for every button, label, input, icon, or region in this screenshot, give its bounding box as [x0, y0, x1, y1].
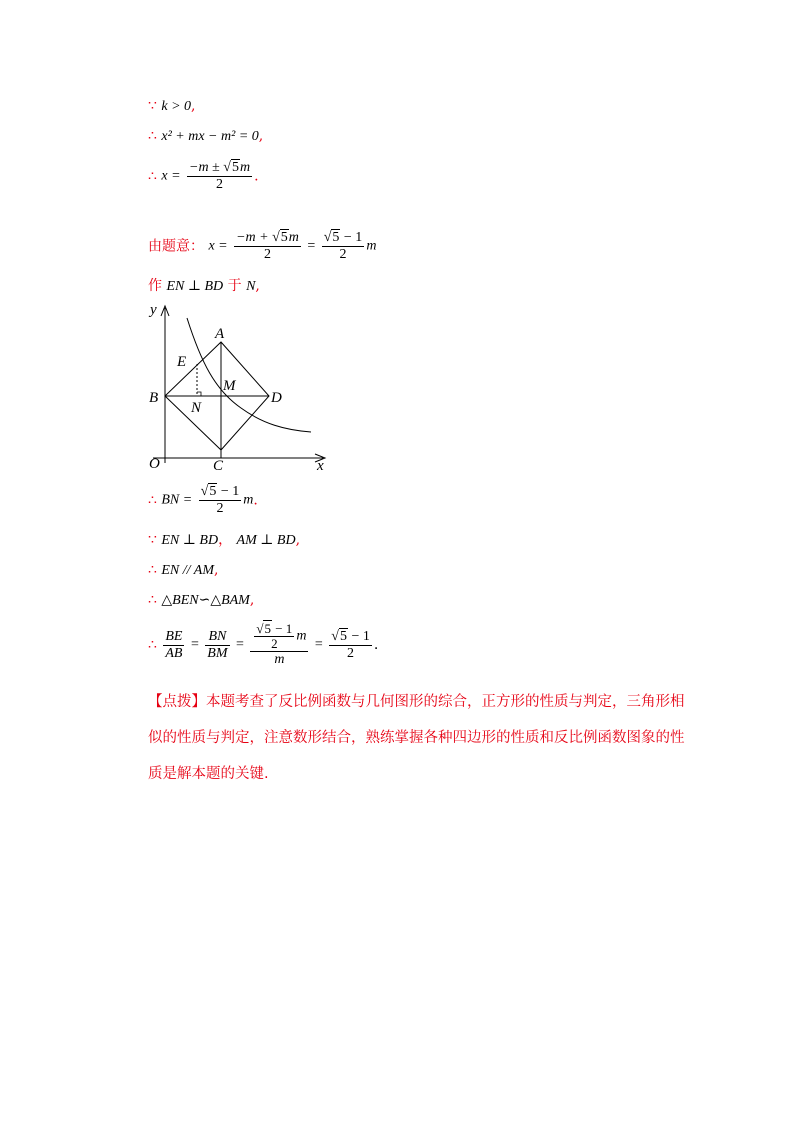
therefore-symbol: ∴ [148, 128, 157, 144]
fraction-numerator-tail: m [239, 160, 251, 175]
step-separator: ， [218, 532, 233, 548]
step-bn [148, 484, 258, 517]
hyperbola-curve [187, 318, 311, 432]
step-expression: EN ⊥ BD [166, 279, 224, 294]
geometry-figure [145, 298, 345, 474]
point-n-label: N [246, 279, 256, 294]
step-punct: , [258, 128, 264, 144]
step-choose-root [148, 230, 376, 263]
fraction-numerator: −m ± [189, 160, 224, 175]
equals-sign: = [314, 637, 323, 652]
root-fraction: $\frac{-m + √5m}{2}$ [236, 230, 299, 262]
construct-label: 作 [148, 278, 162, 294]
step-parallel [148, 560, 218, 581]
fraction-numerator: BE [165, 628, 183, 644]
step-roots [148, 160, 259, 193]
label-a: A [215, 326, 225, 342]
ratio-bn-bm [205, 629, 229, 662]
radicand: 5 [209, 484, 217, 499]
fraction-numerator-tail: m [288, 230, 299, 245]
at-label: 于 [227, 278, 242, 294]
variable-m: m [296, 628, 307, 644]
step-punct: , [214, 562, 219, 578]
variable-m: m [366, 238, 377, 254]
radicand: 5 [339, 628, 347, 644]
tip-paragraph: 【点拨】本题考查了反比例函数与几何图形的综合，正方形的性质与判定，三角形相似的性质与判定，注意数形结合，熟练掌握各种四边形的性质和反比例函数图象的性质是解本题的关键. [148, 694, 685, 782]
step-lhs: x = [208, 238, 228, 254]
compound-fraction [250, 622, 308, 668]
step-k-positive [148, 96, 196, 117]
therefore-symbol: ∴ [148, 168, 157, 185]
because-symbol: ∵ [148, 532, 157, 548]
label-o: O [149, 456, 160, 472]
label-x: x [317, 458, 324, 474]
step-lhs: x = [161, 168, 181, 184]
step-expression: x² + mx − m² = 0 [161, 129, 259, 144]
because-symbol: ∵ [148, 98, 157, 114]
label-e: E [177, 354, 187, 370]
step-punct: , [295, 532, 301, 548]
step-punct: , [249, 592, 255, 608]
by-the-problem-label: 由题意： [148, 238, 204, 255]
step-punct: . [373, 637, 379, 653]
step-expression: EN // AM [161, 563, 215, 578]
fraction-denominator: AB [165, 645, 183, 661]
fraction-numerator-tail: − 1 [271, 621, 293, 636]
radicand: 5 [280, 230, 288, 245]
label-y: y [150, 302, 157, 318]
step-punct: , [191, 98, 196, 114]
fraction-denominator: 2 [271, 636, 278, 651]
fraction-denominator: m [274, 652, 285, 667]
result-fraction: $\frac{√5 - 1}{2}$ [331, 628, 370, 661]
fraction-denominator: 2 [339, 247, 347, 262]
right-angle-mark [197, 392, 201, 396]
label-d: D [271, 390, 282, 406]
step-quadratic [148, 126, 263, 147]
label-m: M [223, 378, 236, 394]
therefore-symbol: ∴ [148, 562, 157, 578]
fraction-numerator-tail: − 1 [347, 628, 370, 644]
fraction-numerator-tail: − 1 [340, 230, 363, 245]
step-punct: . [253, 492, 258, 509]
radicand: 5 [231, 160, 239, 175]
equals-sign: = [235, 637, 244, 652]
radicand: 5 [264, 621, 271, 636]
step-expression: k > 0 [161, 99, 192, 114]
therefore-symbol: ∴ [148, 592, 157, 608]
fraction-denominator: 2 [216, 177, 224, 192]
fraction-denominator: BM [207, 645, 228, 661]
step-perpendiculars [148, 530, 300, 551]
variable-m: m [243, 492, 254, 508]
label-b: B [149, 390, 159, 406]
therefore-symbol: ∴ [148, 492, 157, 509]
label-n: N [191, 400, 202, 416]
equals-sign: = [307, 238, 316, 254]
step-ratio [148, 622, 378, 668]
fraction-numerator-tail: − 1 [217, 484, 240, 499]
step-punct: . [254, 168, 259, 185]
step-expression: △BEN∽△BAM [161, 593, 250, 608]
radicand: 5 [332, 230, 340, 245]
equals-sign: = [190, 637, 199, 652]
step-expression: AM ⊥ BD [236, 533, 296, 548]
roots-fraction: $\frac{-m \pm √5m}{2}$ [189, 160, 251, 192]
therefore-symbol: ∴ [148, 637, 157, 653]
fraction-denominator: 2 [263, 247, 271, 262]
fraction-numerator: BN [205, 629, 229, 646]
fraction-denominator: 2 [347, 645, 355, 661]
step-construct-en [148, 276, 260, 297]
inner-fraction: $\frac{√5 - 1}{2}$ [256, 621, 293, 651]
step-similar [148, 590, 254, 611]
step-punct: , [255, 278, 260, 294]
bn-fraction: $\frac{√5 - 1}{2}$ [200, 484, 240, 516]
step-lhs: BN = [161, 492, 193, 508]
simplified-fraction: $\frac{√5 - 1}{2}$ [323, 230, 363, 262]
step-expression: EN ⊥ BD [161, 533, 219, 548]
fraction-denominator: 2 [216, 501, 224, 516]
label-c: C [213, 458, 224, 474]
fraction-numerator: −m + [236, 230, 273, 245]
ratio-be-ab [163, 629, 184, 662]
